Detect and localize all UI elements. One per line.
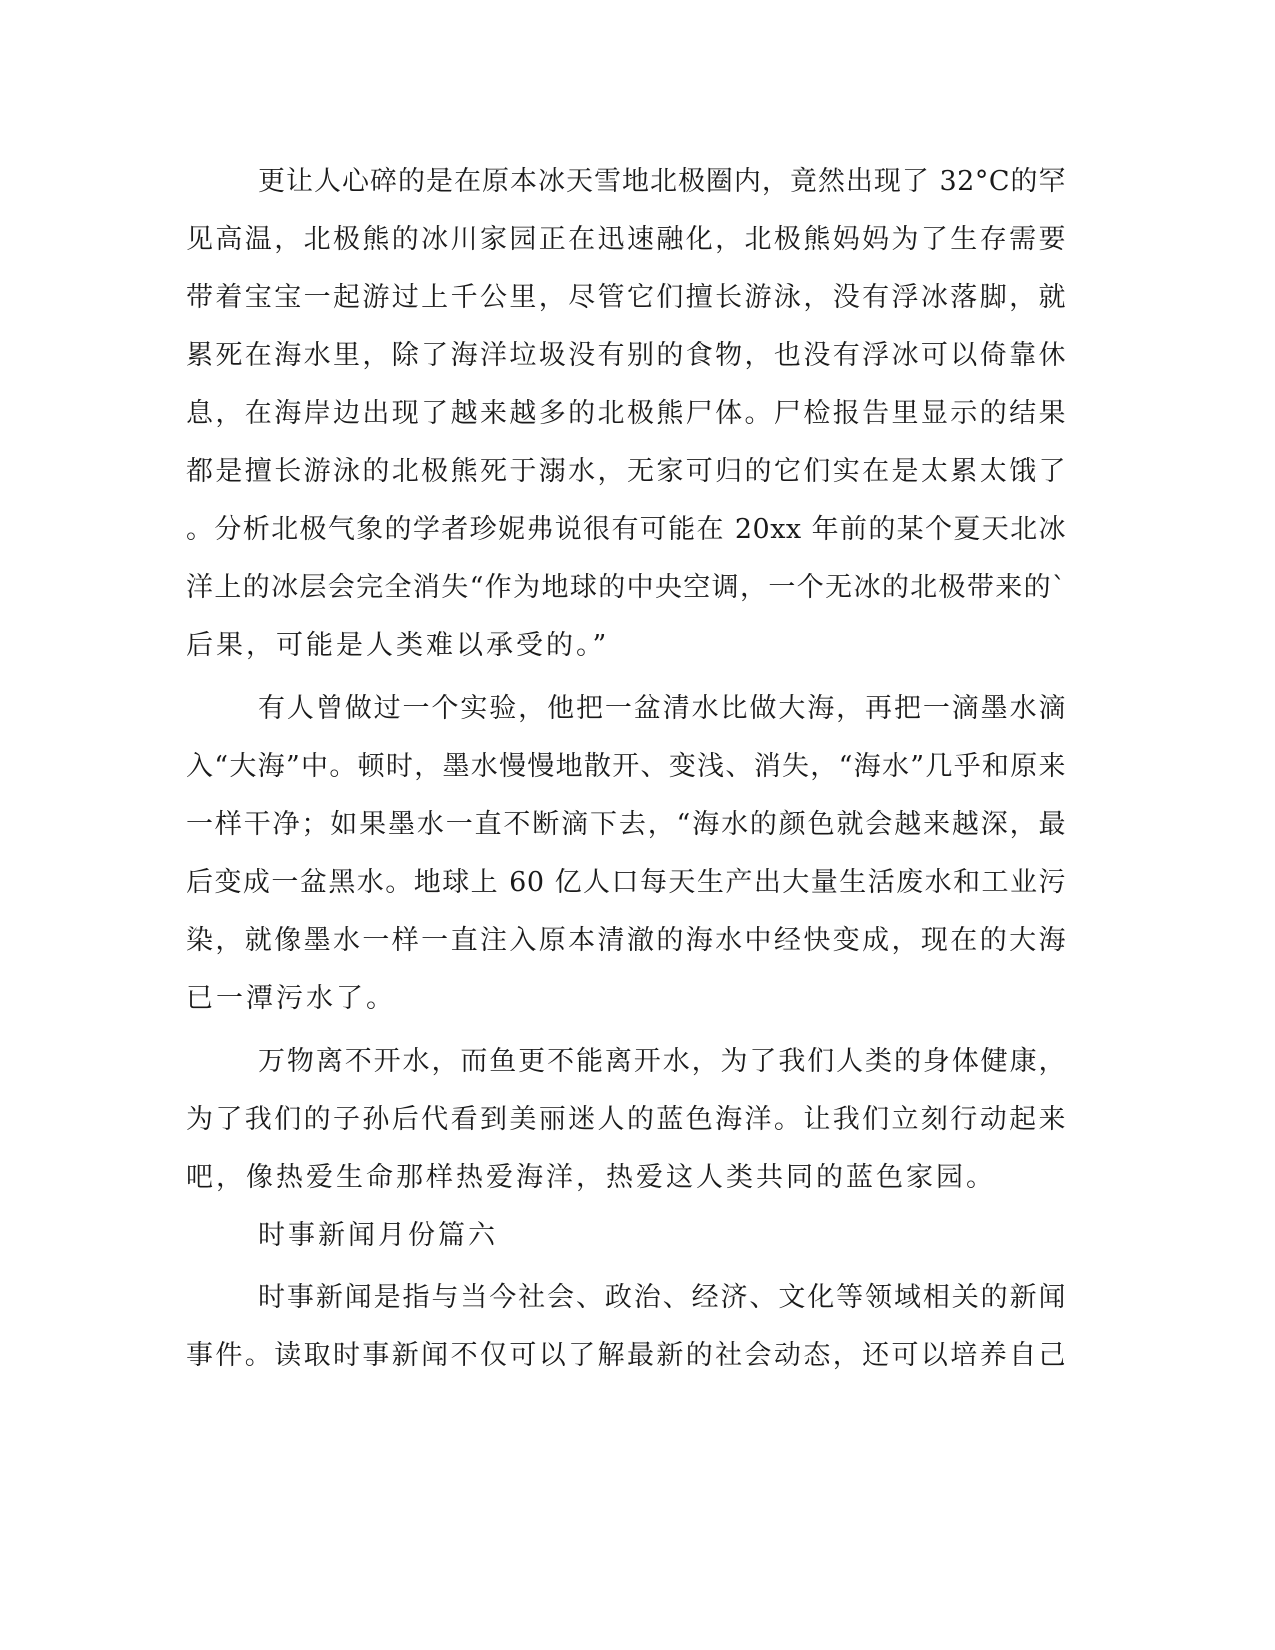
paragraph-3-line-3: 吧，像热爱生命那样热爱海洋，热爱这人类共同的蓝色家园。 [186, 1162, 996, 1193]
paragraph-1-line-5: 息，在海岸边出现了越来越多的北极熊尸体。尸检报告里显示的结果 [186, 398, 1066, 429]
paragraph-1-line-7: 。分析北极气象的学者珍妮弗说很有可能在 20xx 年前的某个夏天北冰 [186, 514, 1066, 545]
paragraph-1-line-9: 后果，可能是人类难以承受的。” [186, 630, 610, 661]
paragraph-1-line-2: 见高温，北极熊的冰川家园正在迅速融化，北极熊妈妈为了生存需要 [186, 224, 1066, 255]
paragraph-2-line-6: 已一潭污水了。 [186, 983, 396, 1014]
paragraph-1-line-6: 都是擅长游泳的北极熊死于溺水，无家可归的它们实在是太累太饿了 [186, 456, 1066, 487]
paragraph-5-line-2: 事件。读取时事新闻不仅可以了解最新的社会动态，还可以培养自己 [186, 1340, 1066, 1371]
paragraph-1-line-8: 洋上的冰层会完全消失“作为地球的中央空调，一个无冰的北极带来的` [186, 572, 1066, 603]
paragraph-5-line-1: 时事新闻是指与当今社会、政治、经济、文化等领域相关的新闻 [258, 1282, 1066, 1313]
paragraph-2-line-3: 一样干净；如果墨水一直不断滴下去，“海水的颜色就会越来越深，最 [186, 809, 1066, 840]
paragraph-2-line-1: 有人曾做过一个实验，他把一盆清水比做大海，再把一滴墨水滴 [258, 693, 1066, 724]
paragraph-3-line-2: 为了我们的子孙后代看到美丽迷人的蓝色海洋。让我们立刻行动起来 [186, 1104, 1066, 1135]
paragraph-1-line-3: 带着宝宝一起游过上千公里，尽管它们擅长游泳，没有浮冰落脚，就 [186, 282, 1066, 313]
section-heading: 时事新闻月份篇六 [258, 1220, 498, 1251]
paragraph-2-line-2: 入“大海”中。顿时，墨水慢慢地散开、变浅、消失，“海水”几乎和原来 [186, 751, 1066, 782]
paragraph-2-line-4: 后变成一盆黑水。地球上 60 亿人口每天生产出大量生活废水和工业污 [186, 867, 1066, 898]
paragraph-3-line-1: 万物离不开水，而鱼更不能离开水，为了我们人类的身体健康， [258, 1046, 1066, 1077]
paragraph-2-line-5: 染，就像墨水一样一直注入原本清澈的海水中经快变成，现在的大海 [186, 925, 1066, 956]
paragraph-1-line-1: 更让人心碎的是在原本冰天雪地北极圈内，竟然出现了 32°C的罕 [258, 166, 1066, 197]
paragraph-1-line-4: 累死在海水里，除了海洋垃圾没有别的食物，也没有浮冰可以倚靠休 [186, 340, 1066, 371]
